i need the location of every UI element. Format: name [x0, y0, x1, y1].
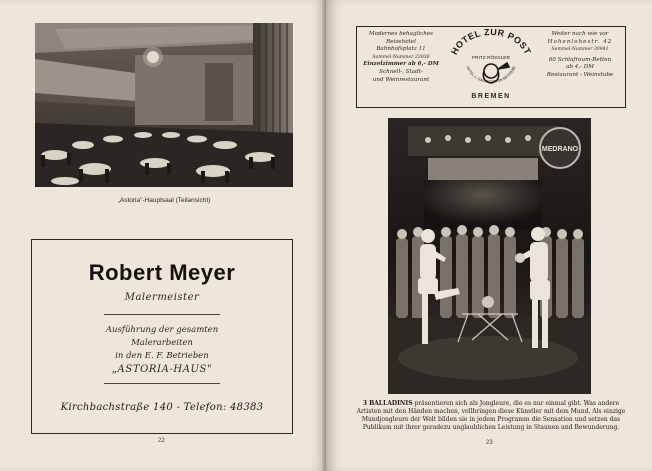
- svg-text:HOTEL ZUR POST: [449, 29, 533, 56]
- balladinis-photo: [388, 118, 591, 394]
- hotel-city: BREMEN: [471, 93, 511, 100]
- ad-line: in den E. F. Betrieben: [115, 351, 209, 361]
- ad-trade: Malermeister: [124, 292, 200, 303]
- hotel-line: und Weinrestaurant: [372, 76, 430, 83]
- hotel-line: Modernes behagliches: [368, 31, 434, 37]
- ad-line: Malerarbeiten: [131, 338, 193, 348]
- medrano-sign: MEDRANO: [541, 146, 579, 153]
- hotel-line: 60 Schlafraum-Betten: [548, 56, 612, 63]
- hotel-zur-post-ad: [356, 26, 626, 108]
- description-text: präsentieren sich als Jongleure, die es nur einmal gibt. Was andere Artisten mit den Händen machen, vollbringen diese Künstler mit dem Mund. Als einzige Mundjongleure der Welt bilden sie in jedem Programm die Sensation und setzen das Publikum mit ihrer geradezu unglaublichen Leistung in Staunen und Bewunderung.: [356, 400, 626, 431]
- ballroom-photo-image: [35, 23, 293, 187]
- right-page: [326, 0, 652, 471]
- hotel-line: Bahnhofsplatz 11: [376, 46, 426, 53]
- hotel-line: Einzelzimmer ab 6,- DM: [363, 61, 439, 68]
- hotel-line: Hohenlohestr. 42: [547, 38, 613, 45]
- hotel-line: Reisehotel: [386, 38, 416, 45]
- robert-meyer-ad: [31, 239, 293, 434]
- hotel-line: Weiter nach wie vor: [551, 31, 609, 37]
- hotel-line: Restaurant - Weinstube: [546, 71, 614, 78]
- ballroom-photo: [35, 23, 293, 187]
- hotel-logo-title: HOTEL ZUR POST: [449, 29, 533, 57]
- ad-divider: [104, 383, 220, 384]
- hotel-logo-owner: FRITZ RÖSSLER: [472, 56, 510, 61]
- ad-divider: [104, 314, 220, 315]
- hotel-line: ab 4,- DM: [566, 64, 594, 71]
- ad-service-lines: [32, 324, 292, 376]
- balladinis-description: [354, 400, 628, 432]
- hotel-line: Schnell-, Stadt-: [379, 68, 423, 75]
- hotel-left-column: [361, 31, 441, 84]
- description-act-name: 3 BALLADINIS: [362, 400, 413, 407]
- page-number-left: 22: [158, 438, 165, 444]
- hotel-logo-arc: HOTEL u. GASTSTÄTTEN-BETRIEBE: [465, 65, 517, 85]
- ad-line: Ausführung der gesamten: [105, 325, 219, 335]
- ad-company-name: Robert Meyer: [88, 260, 236, 285]
- hotel-line: Sammel-Nummer 23036: [372, 54, 430, 60]
- hotel-line: Sammel-Nummer 30941: [551, 47, 609, 53]
- ballroom-caption: „Astoria"-Hauptsaal (Teilansicht): [117, 197, 211, 204]
- ad-contact: Kirchbachstraße 140 - Telefon: 48383: [60, 402, 264, 413]
- balladinis-photo-image: [388, 118, 591, 394]
- hotel-right-column: [539, 31, 621, 80]
- svg-text:HOTEL u. GASTSTÄTTEN-BETRIEBE: [465, 65, 516, 84]
- ad-line: „ASTORIA-HAUS": [111, 364, 213, 375]
- page-number-right: 23: [486, 440, 493, 446]
